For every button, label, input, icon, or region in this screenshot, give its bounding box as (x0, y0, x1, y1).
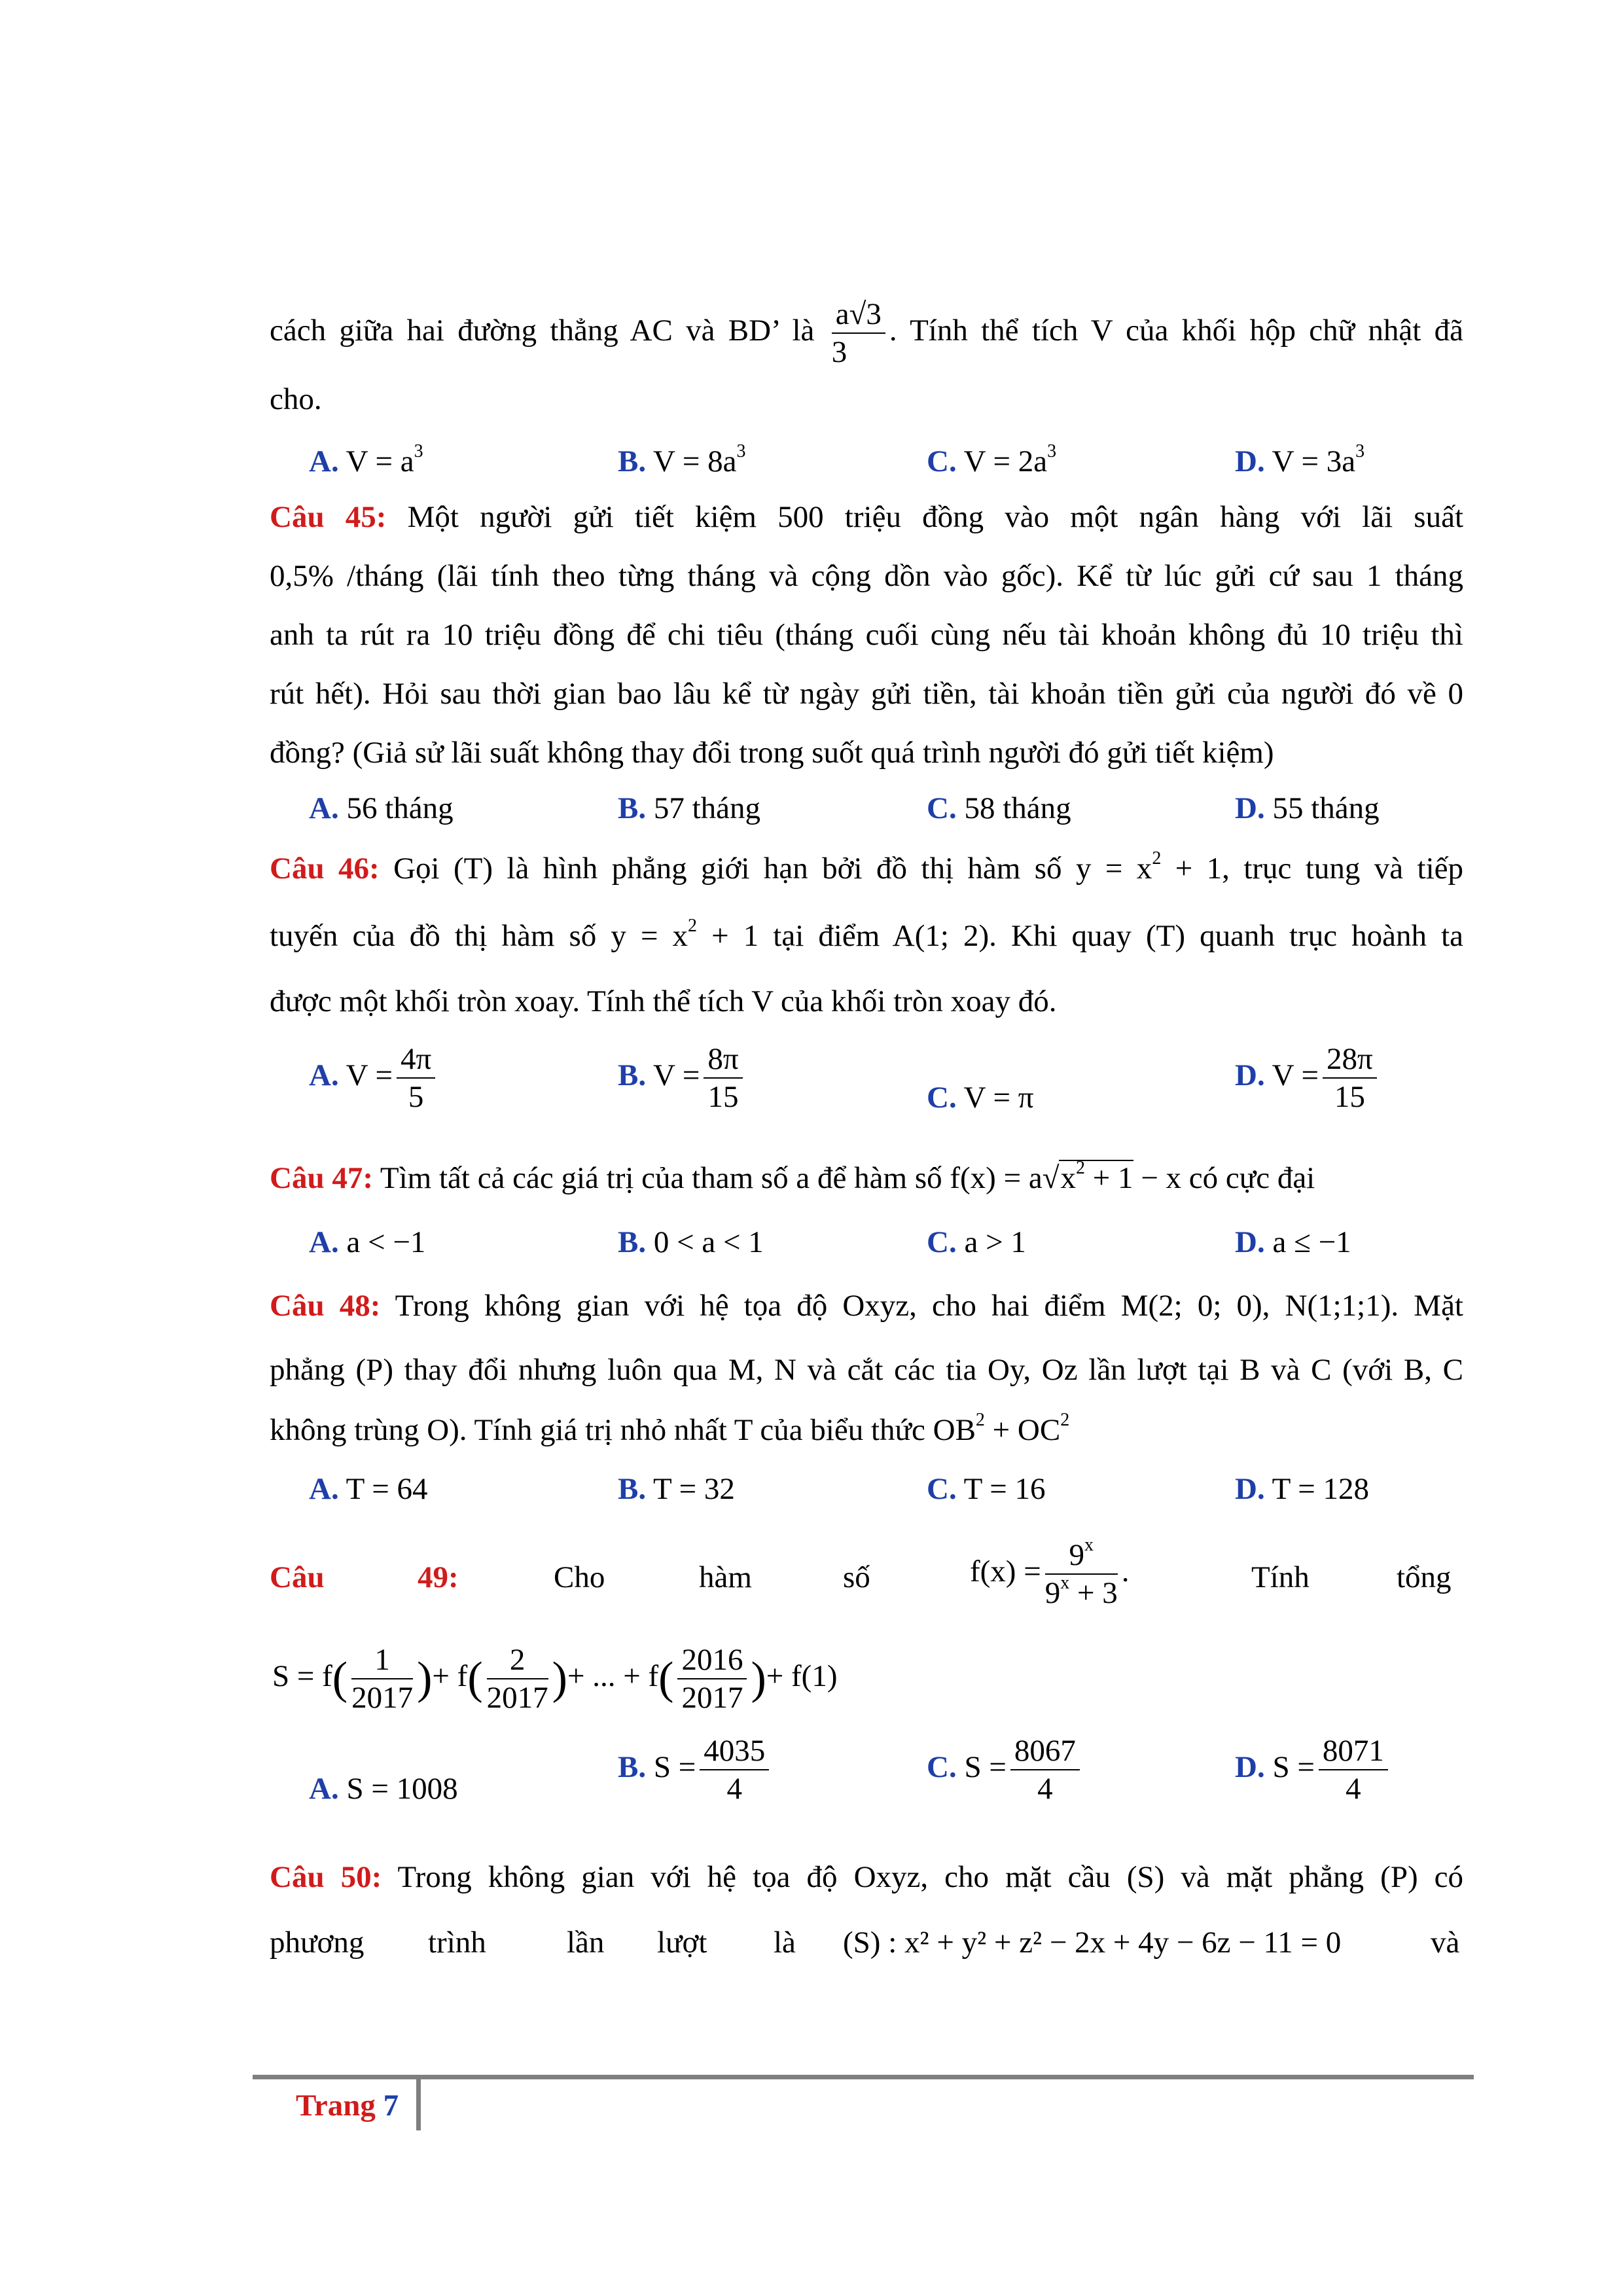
q49-sum: S = f( $\frac{1}{2017}$ )+ f( $\frac{2}{2017}$ )+ ... + f( $\frac{2016}{2017}$ )+ f(1) (272, 1643, 838, 1715)
q46-line-1: Câu 46: Gọi (T) là hình phẳng giới hạn bởi đồ thị hàm số $y = x^2 + 1$, trục tung và tiếp (270, 848, 1464, 886)
q50-line-1: Câu 50: Trong không gian với hệ tọa độ Oxyz, cho mặt cầu (S) và mặt phẳng (P) có (270, 1860, 1464, 1894)
q44-option-b[interactable]: B. $V = 8a^3$ (618, 441, 746, 478)
q50-sphere-equation: (S) : x² + y² + z² − 2x + 4y − 6z − 11 = 0 (843, 1926, 1342, 1960)
q49-option-a[interactable]: A. S = 1008 (309, 1772, 458, 1806)
q48-option-b[interactable]: B. T = 32 (618, 1472, 735, 1506)
q46-function: $y = x^2 + 1$ (1075, 848, 1222, 886)
q50-word-va: và (1431, 1926, 1460, 1960)
q45-option-a[interactable]: A. 56 tháng (309, 791, 454, 825)
q45-line-5: đồng? (Giả sử lãi suất không thay đổi trong suốt quá trình người đó gửi tiết kiệm) (270, 736, 1274, 770)
q45-line-2: 0,5% /tháng (lãi tính theo từng tháng và cộng dồn vào gốc). Kể từ lúc gửi cứ sau 1 tháng (270, 559, 1463, 593)
q48-line-1: Câu 48: Trong không gian với hệ tọa độ Oxyz, cho hai điểm M(2; 0; 0), N(1;1;1). Mặt (270, 1289, 1463, 1323)
q45-line-3: anh ta rút ra 10 triệu đồng để chi tiêu (tháng cuối cùng nếu tài khoản không đủ 10 triệu thì (270, 618, 1463, 652)
q49-word-so: số (843, 1560, 870, 1594)
q50-word-1: phương (270, 1926, 365, 1960)
q46-line-2: tuyến của đồ thị hàm số $y = x^2 + 1$ tại điểm A(1; 2). Khi quay (T) quanh trục hoành ta (270, 916, 1463, 953)
q49-word-cho: Cho (554, 1560, 605, 1594)
q46-option-c[interactable]: C. V = π (927, 1081, 1034, 1115)
q49-option-c[interactable]: C. S = $\frac{8067}{4}$ (927, 1732, 1084, 1807)
page-number: 7 (383, 2089, 399, 2123)
q50-word-2: trình (428, 1926, 486, 1960)
q47-option-c[interactable]: C. a > 1 (927, 1225, 1026, 1259)
q45-option-d[interactable]: D. 55 tháng (1235, 791, 1380, 825)
footer-divider (416, 2079, 421, 2130)
q49-function: f(x) = $\frac{9^x}{9^x + 3}$ . (970, 1535, 1130, 1610)
q46-option-a[interactable]: A. V = $\frac{4\pi}{5}$ (309, 1041, 439, 1115)
q50-word-4: lượt (657, 1926, 707, 1960)
q48-option-d[interactable]: D. T = 128 (1235, 1472, 1369, 1506)
q46-option-b[interactable]: B. V = $\frac{8\pi}{15}$ (618, 1041, 747, 1115)
q45-option-c[interactable]: C. 58 tháng (927, 791, 1071, 825)
q44-option-a[interactable]: A. $V = a^3$ (309, 441, 423, 478)
q49-option-d[interactable]: D. S = $\frac{8071}{4}$ (1235, 1732, 1392, 1807)
q47-label: Câu 47: (270, 1161, 373, 1195)
q46-line-3: được một khối tròn xoay. Tính thể tích V của khối tròn xoay đó. (270, 984, 1057, 1018)
q50-label: Câu 50: (270, 1860, 382, 1894)
q45-option-b[interactable]: B. 57 tháng (618, 791, 761, 825)
q47-option-a[interactable]: A. a < −1 (309, 1225, 426, 1259)
q47-option-b[interactable]: B. 0 < a < 1 (618, 1225, 764, 1259)
q48-line-2: phẳng (P) thay đổi nhưng luôn qua M, N và cắt các tia Oy, Oz lần lượt tại B và C (với B, C (270, 1353, 1463, 1387)
q50-word-3: lần (567, 1926, 605, 1960)
q44-option-d[interactable]: D. $V = 3a^3$ (1235, 441, 1365, 478)
intro-text: cách giữa hai đường thẳng AC và BD’ là (270, 313, 815, 348)
footer-rule (253, 2075, 1474, 2079)
q46-function-2: $y = x^2 + 1$ (611, 916, 759, 953)
q48-option-c[interactable]: C. T = 16 (927, 1472, 1046, 1506)
q48-label: Câu 48: (270, 1289, 381, 1323)
q49-label-b: 49: (418, 1560, 459, 1594)
intro-line-1 (270, 296, 1463, 370)
q47-function: $f(x) = a√x^2 + 1 - x$ (950, 1158, 1182, 1195)
q44-option-c[interactable]: C. $V = 2a^3$ (927, 441, 1057, 478)
q48-option-a[interactable]: A. T = 64 (309, 1472, 428, 1506)
q45-line-4: rút hết). Hỏi sau thời gian bao lâu kể từ ngày gửi tiền, tài khoản tiền gửi của người đó về 0 (270, 677, 1463, 711)
q46-label: Câu 46: (270, 852, 380, 886)
q48-line-3: không trùng O). Tính giá trị nhỏ nhất T của biểu thức $OB^2 + OC^2$ (270, 1410, 1070, 1447)
footer-label: Trang (296, 2089, 376, 2123)
q49-word-ham: hàm (699, 1560, 752, 1594)
page-footer (296, 2088, 399, 2123)
q49-label-a: Câu (270, 1560, 325, 1594)
q45-label: Câu 45: (270, 500, 387, 534)
q47-line-1: Câu 47: Tìm tất cả các giá trị của tham số a để hàm số $f(x) = a√x^2 + 1 - x$ có cực đại (270, 1158, 1315, 1195)
intro-text-after: . Tính thể tích V của khối hộp chữ nhật đã (889, 313, 1464, 348)
q46-point: A(1; 2) (892, 919, 990, 953)
q47-option-d[interactable]: D. a ≤ −1 (1235, 1225, 1351, 1259)
intro-fraction: $\frac{a√3}{3}$ (832, 296, 885, 370)
intro-line-2: cho. (270, 382, 322, 416)
q49-option-b[interactable]: B. S = $\frac{4035}{4}$ (618, 1732, 773, 1807)
q49-word-tinh: Tính (1251, 1560, 1310, 1594)
q49-word-tong: tổng (1397, 1560, 1452, 1594)
q50-word-5: là (774, 1926, 796, 1960)
q46-option-d[interactable]: D. V = $\frac{28\pi}{15}$ (1235, 1041, 1381, 1115)
q45-line-1: Câu 45: Một người gửi tiết kiệm 500 triệu đồng vào một ngân hàng với lãi suất (270, 500, 1464, 534)
